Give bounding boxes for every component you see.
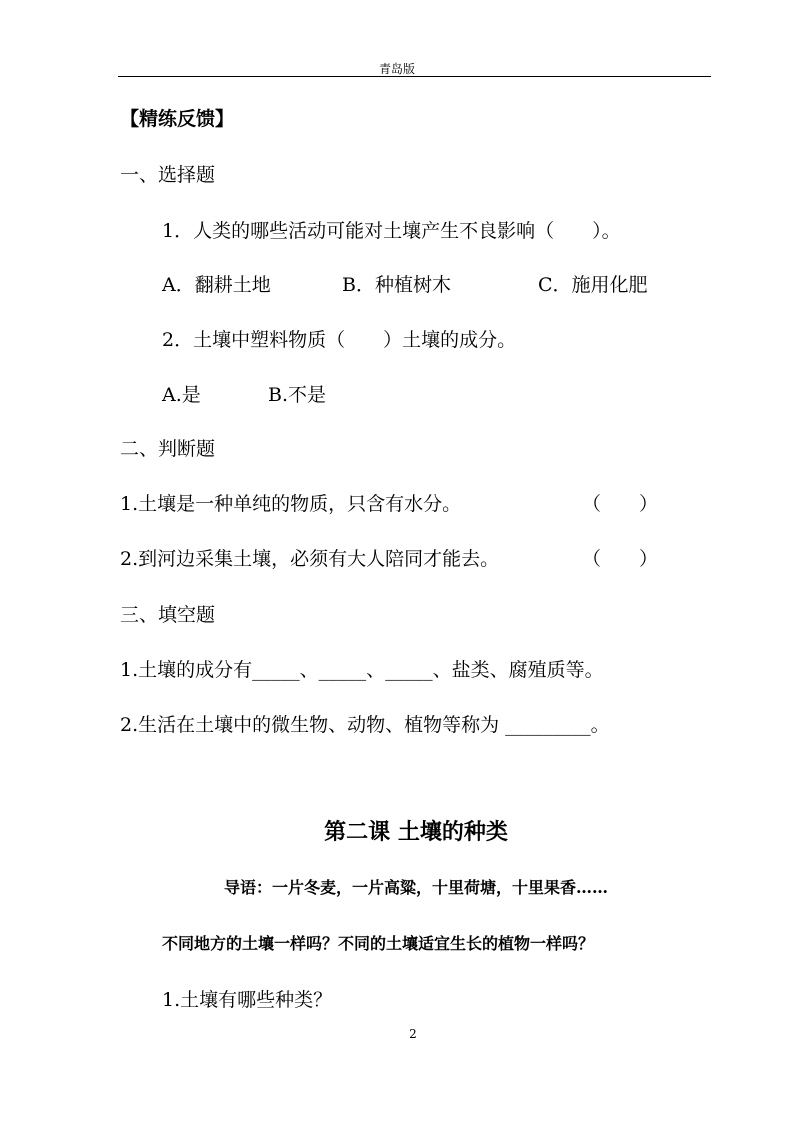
question-2-option-b: B.不是 <box>268 384 327 406</box>
page-number: 2 <box>409 1027 417 1041</box>
section-fill-title: 三、填空题 <box>120 604 216 626</box>
lesson-question: 不同地方的土壤一样吗？不同的土壤适宜生长的植物一样吗？ <box>162 934 595 953</box>
fill-item-1: 1.土壤的成分有_____、_____、_____、盐类、腐殖质等。 <box>120 659 604 681</box>
section-judge-title: 二、判断题 <box>120 438 216 460</box>
page-header-title: 青岛版 <box>378 62 415 76</box>
judge-item-1-text: 1.土壤是一种单纯的物质，只含有水分。 <box>120 493 462 515</box>
lesson-intro: 导语：一片冬麦，一片高粱，十里荷塘，十里果香…… <box>223 878 608 897</box>
question-1-option-c: C．施用化肥 <box>538 274 648 296</box>
header-divider <box>118 76 711 77</box>
lesson-title: 第二课 土壤的种类 <box>324 819 508 845</box>
lesson-item-1: 1.土壤有哪些种类？ <box>162 989 333 1011</box>
feedback-heading: 【精练反馈】 <box>120 108 235 130</box>
question-1-option-b: B．种植树木 <box>342 274 451 296</box>
fill-item-2: 2.生活在土壤中的微生物、动物、植物等称为 _________。 <box>120 714 610 736</box>
judge-item-2-bracket: （ ） <box>582 548 659 570</box>
question-1-option-a: A．翻耕土地 <box>162 274 271 296</box>
question-2-option-a: A.是 <box>162 384 201 406</box>
question-1-text: 1．人类的哪些活动可能对土壤产生不良影响（ ）。 <box>162 220 621 242</box>
question-2-text: 2．土壤中塑料物质（ ）土壤的成分。 <box>162 329 517 351</box>
section-choice-title: 一、选择题 <box>120 164 216 186</box>
judge-item-2-text: 2.到河边采集土壤，必须有大人陪同才能去。 <box>120 548 500 570</box>
judge-item-1-bracket: （ ） <box>582 493 659 515</box>
